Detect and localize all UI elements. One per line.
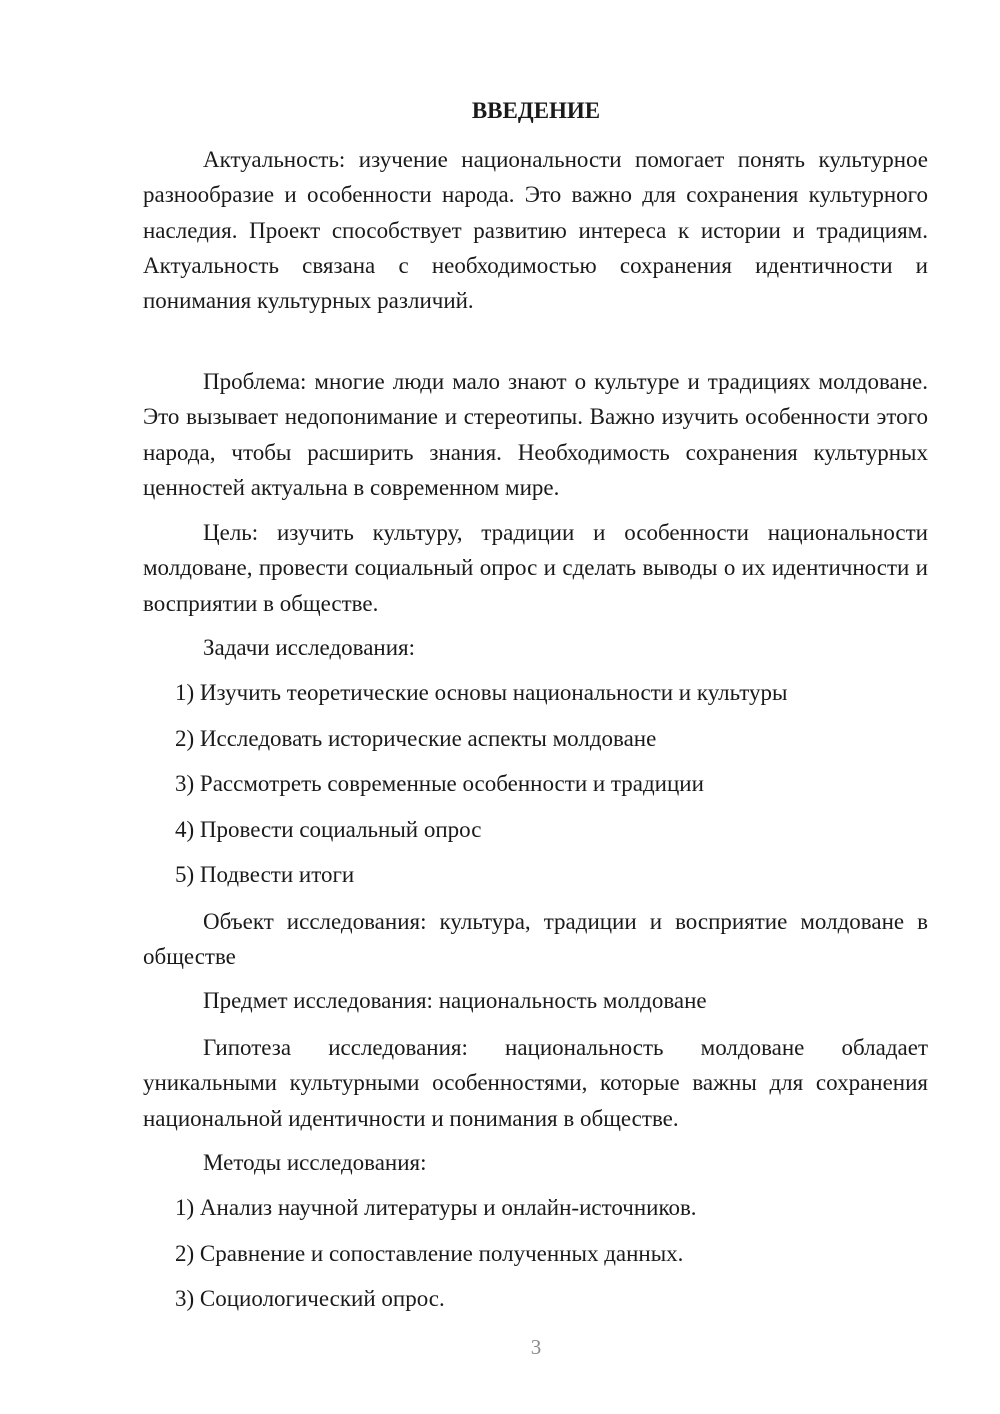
method-item: 1) Анализ научной литературы и онлайн-источников. — [175, 1195, 697, 1220]
task-item: 1) Изучить теоретические основы национальности и культуры — [175, 680, 788, 705]
task-item: 2) Исследовать исторические аспекты молдоване — [175, 726, 657, 751]
relevance-paragraph: Актуальность: изучение национальности помогает понять культурное разнообразие и особенности народа. Это важно для сохранения культурного наследия. Проект способствует развитию интереса к истории и традициям. Актуальность связана с необходимостью сохранения идентичности и понимания культурных различий. — [143, 147, 928, 314]
hypothesis-paragraph: Гипотеза исследования: национальность молдоване обладает уникальными культурными особенностями, которые важны для сохранения национальной идентичности и понимания в обществе. — [143, 1035, 928, 1131]
subject-paragraph: Предмет исследования: национальность молдоване — [203, 988, 707, 1013]
object-paragraph: Объект исследования: культура, традиции и восприятие молдоване в обществе — [143, 909, 928, 970]
task-item: 5) Подвести итоги — [175, 862, 355, 887]
page-number: 3 — [530, 1335, 542, 1359]
tasks-heading: Задачи исследования: — [203, 635, 416, 660]
problem-paragraph: Проблема: многие люди мало знают о культуре и традициях молдоване. Это вызывает недопонимание и стереотипы. Важно изучить особенности этого народа, чтобы расширить знания. Необходимость сохранения культурных ценностей актуальна в современном мире. — [143, 369, 928, 500]
task-item: 3) Рассмотреть современные особенности и традиции — [175, 771, 704, 796]
method-item: 3) Социологический опрос. — [175, 1286, 445, 1311]
page-title: ВВЕДЕНИЕ — [471, 98, 601, 123]
goal-paragraph: Цель: изучить культуру, традиции и особенности национальности молдоване, провести социальный опрос и сделать выводы о их идентичности и восприятии в обществе. — [143, 520, 928, 616]
method-item: 2) Сравнение и сопоставление полученных данных. — [175, 1241, 684, 1266]
task-item: 4) Провести социальный опрос — [175, 817, 482, 842]
methods-heading: Методы исследования: — [203, 1150, 427, 1175]
